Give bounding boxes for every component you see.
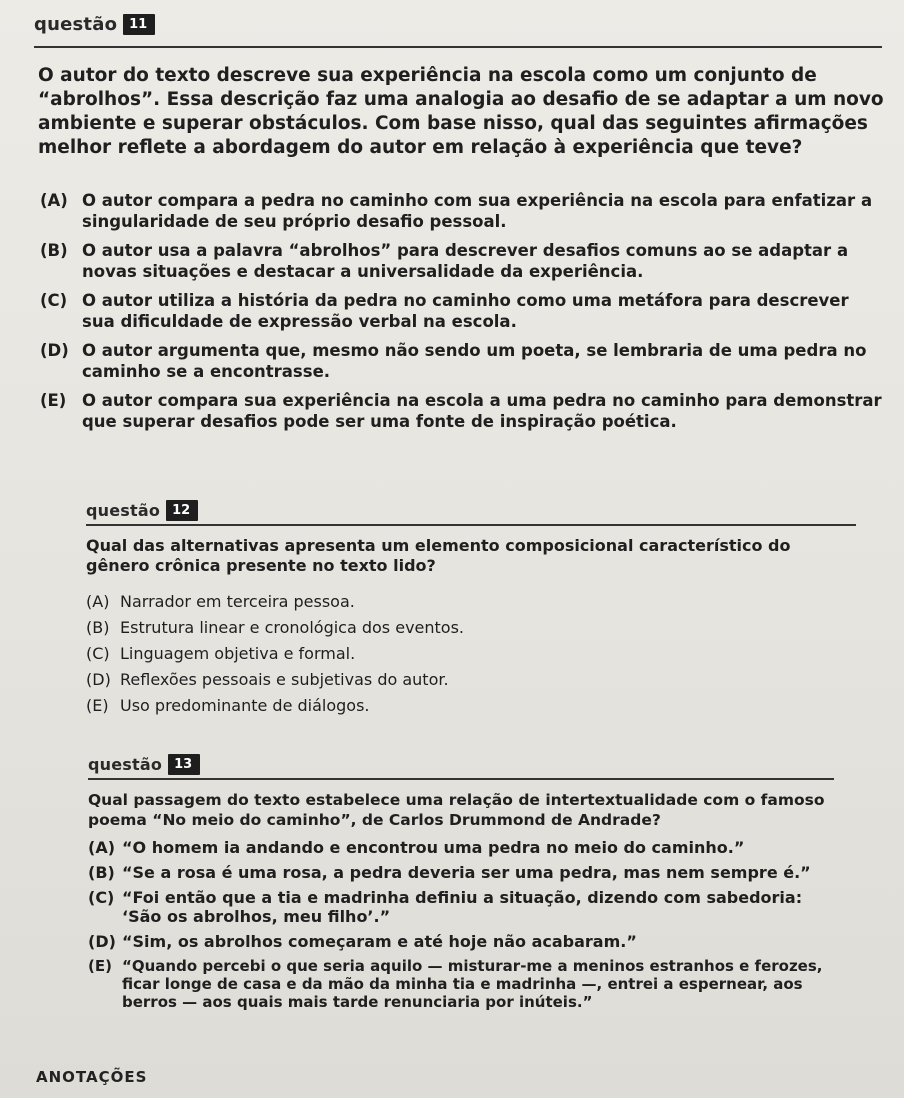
option-e[interactable] [40, 390, 882, 432]
option-e[interactable] [88, 957, 834, 1011]
option-text: Reflexões pessoais e subjetivas do autor. [120, 670, 449, 689]
option-text: “Sim, os abrolhos começaram e até hoje não acabaram.” [122, 932, 637, 951]
option-letter: (B) [88, 863, 115, 882]
question-stem-11: O autor do texto descreve sua experiência na escola como um conjunto de “abrolhos”. Essa descrição faz uma analogia ao desafio de se adaptar a um novo ambiente e superar obstáculos. Com base nisso, qual das seguintes afirmações melhor reflete a abordagem do autor em relação à experiência que teve? [38, 65, 884, 158]
option-text: O autor usa a palavra “abrolhos” para descrever desafios comuns ao se adaptar a novas situações e destacar a universalidade da experiência. [82, 241, 849, 281]
option-text: Estrutura linear e cronológica dos eventos. [120, 618, 465, 637]
option-text: O autor compara a pedra no caminho com sua experiência na escola para enfatizar a singularidade de seu próprio desafio pessoal. [82, 191, 873, 231]
header-rule [88, 778, 834, 780]
option-letter: (E) [86, 696, 109, 715]
option-c[interactable] [86, 644, 854, 664]
option-a[interactable] [86, 592, 854, 612]
options-list-11 [40, 190, 882, 440]
option-d[interactable] [86, 670, 854, 690]
option-letter: (C) [40, 291, 68, 310]
option-letter: (B) [86, 618, 110, 637]
option-text: “Foi então que a tia e madrinha definiu a situação, dizendo com sabedoria: ‘São os abrolhos, meu filho’.” [122, 888, 803, 926]
question-header-11 [34, 14, 155, 35]
option-letter: (B) [40, 241, 68, 260]
option-letter: (D) [86, 670, 111, 689]
question-label: questão [88, 755, 163, 774]
question-header-12 [86, 500, 198, 521]
option-b[interactable] [40, 240, 882, 282]
option-letter: (D) [40, 341, 69, 360]
question-number-badge: 13 [168, 754, 200, 775]
options-list-13 [88, 838, 834, 1017]
option-b[interactable] [86, 618, 854, 638]
question-number-badge: 12 [166, 500, 198, 521]
option-letter: (E) [88, 957, 112, 975]
option-text: O autor utiliza a história da pedra no caminho como uma metáfora para descrever sua dificuldade de expressão verbal na escola. [82, 291, 849, 331]
question-stem-13: Qual passagem do texto estabelece uma relação de intertextualidade com o famoso poema “No meio do caminho”, de Carlos Drummond de Andrade? [88, 791, 825, 829]
annotations-label: ANOTAÇÕES [36, 1068, 148, 1086]
options-list-12 [86, 592, 854, 722]
option-e[interactable] [86, 696, 854, 716]
question-stem-12: Qual das alternativas apresenta um elemento composicional característico do gênero crônica presente no texto lido? [86, 536, 791, 575]
option-text: Linguagem objetiva e formal. [120, 644, 356, 663]
option-letter: (A) [86, 592, 110, 611]
header-rule [34, 46, 882, 48]
option-letter: (A) [88, 838, 116, 857]
option-text: O autor compara sua experiência na escola a uma pedra no caminho para demonstrar que superar desafios pode ser uma fonte de inspiração poética. [82, 391, 882, 431]
option-text: O autor argumenta que, mesmo não sendo um poeta, se lembraria de uma pedra no caminho se a encontrasse. [82, 341, 867, 381]
option-b[interactable] [88, 863, 834, 882]
option-letter: (C) [86, 644, 110, 663]
header-rule [86, 524, 856, 526]
option-c[interactable] [88, 888, 834, 926]
option-letter: (D) [88, 932, 116, 951]
option-a[interactable] [88, 838, 834, 857]
option-letter: (A) [40, 191, 68, 210]
question-header-13 [88, 754, 200, 775]
option-text: Uso predominante de diálogos. [120, 696, 370, 715]
question-number-badge: 11 [123, 14, 155, 35]
option-letter: (C) [88, 888, 115, 907]
question-label: questão [34, 14, 118, 35]
option-c[interactable] [40, 290, 882, 332]
option-text: “O homem ia andando e encontrou uma pedra no meio do caminho.” [122, 838, 745, 857]
option-text: “Se a rosa é uma rosa, a pedra deveria ser uma pedra, mas nem sempre é.” [122, 863, 811, 882]
option-text: Narrador em terceira pessoa. [120, 592, 355, 611]
question-label: questão [86, 501, 161, 520]
option-d[interactable] [40, 340, 882, 382]
option-text: “Quando percebi o que seria aquilo — misturar-me a meninos estranhos e ferozes, ficar longe de casa e da mão da minha tia e madrinha —, entrei a espernear, aos berros — aos quais mais tarde renunciaria por inúteis.” [122, 957, 823, 1011]
option-d[interactable] [88, 932, 834, 951]
option-letter: (E) [40, 391, 67, 410]
option-a[interactable] [40, 190, 882, 232]
